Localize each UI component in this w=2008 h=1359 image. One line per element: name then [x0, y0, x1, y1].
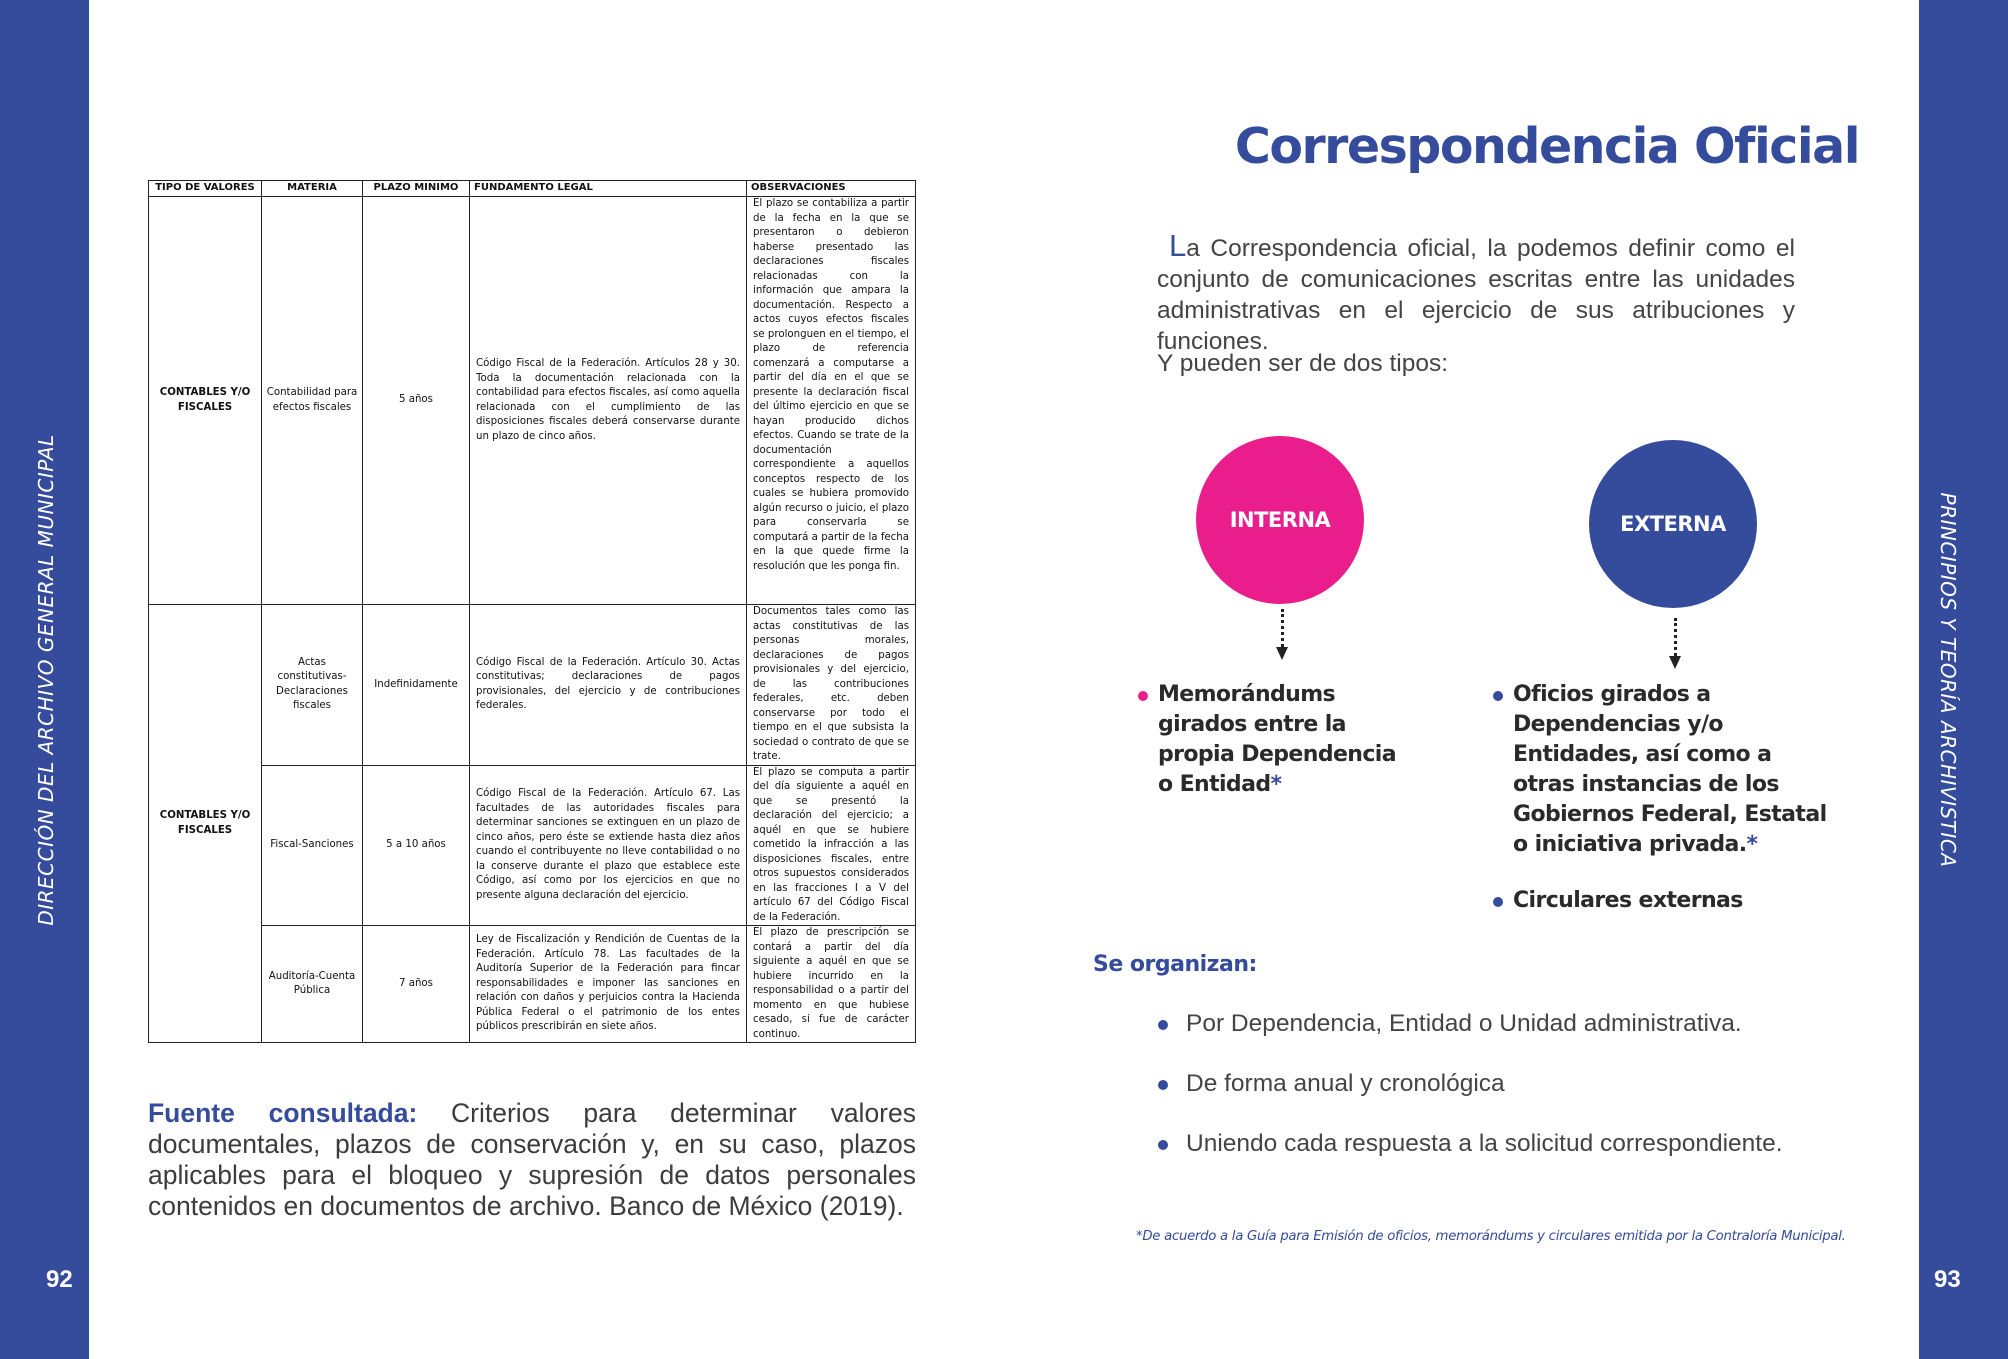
- list-item-text: Circulares externas: [1513, 888, 1743, 913]
- table-header-row: [149, 181, 916, 197]
- materia-cell: Contabilidad para efectos fiscales: [262, 197, 363, 605]
- right-side-label: PRINCIPIOS Y TEORÍA ARCHIVISTICA: [1936, 492, 1960, 868]
- bullet-icon: [1493, 691, 1503, 701]
- plazo-cell: 7 años: [363, 926, 470, 1043]
- footnote: *De acuerdo a la Guía para Emisión de oficios, memorándums y circulares emitida por la Contraloría Municipal.: [1136, 1229, 1846, 1244]
- table-row: [149, 197, 916, 605]
- fundamento-cell: Código Fiscal de la Federación. Artículos 28 y 30. Toda la documentación relacionada con la contabilidad para efectos fiscales, así como aquella relacionada con el cumplimiento de las disposiciones fiscales deberá conservarse durante un plazo de cinco años.: [470, 197, 747, 605]
- fundamento-cell: Código Fiscal de la Federación. Artículo 30. Actas constitutivas; declaraciones de pagos provisionales, del ejercicio y de contribuciones federales.: [470, 605, 747, 766]
- tipo-cell: CONTABLES Y/O FISCALES: [149, 605, 262, 1043]
- right-side-band: [1919, 0, 2008, 1359]
- organize-list: [1158, 1009, 1783, 1189]
- tipo-cell: CONTABLES Y/O FISCALES: [149, 197, 262, 605]
- footnote-mark: *: [1270, 772, 1282, 797]
- interna-list: [1138, 680, 1398, 800]
- plazo-cell: 5 a 10 años: [363, 765, 470, 926]
- observaciones-cell: Documentos tales como las actas constitutivas de las personas morales, declaraciones de pagos provisionales y del ejercicio, de las contribuciones federales, etc. deben conservarse por todo el tiempo en el que subsista la sociedad o contrato de que se trate.: [747, 605, 916, 766]
- observaciones-cell: El plazo se contabiliza a partir de la fecha en la que se presentaron o debieron haberse presentado las declaraciones fiscales relacionadas con la información que ampara la documentación. Respecto a actos cuyos efectos fiscales se prolonguen en el tiempo, el plazo de referencia comenzará a computarse a partir del día en el que se presente la declaración fiscal del último ejercicio en que se hayan producido dichos efectos. Cuando se trate de la documentación correspondiente a aquellos conceptos respecto de los cuales se hubiera promovido algún recurso o juicio, el plazo para conservarla se computará a partir de la fecha en la que quede firme la resolución que les ponga fin.: [747, 197, 916, 605]
- observaciones-cell: El plazo se computa a partir del día siguiente a aquél en que se presentó la declaración del ejercicio; a aquél en que se hubiere cometido la infracción a las disposiciones fiscales, entre otros supuestos considerados en las fracciones I a V del artículo 67 del Código Fiscal de la Federación.: [747, 765, 916, 926]
- table-header-cell: FUNDAMENTO LEGAL: [470, 181, 747, 197]
- externa-label: EXTERNA: [1620, 512, 1726, 536]
- values-table: [148, 180, 916, 1043]
- table-header-cell: PLAZO MINIMO: [363, 181, 470, 197]
- table-header-cell: OBSERVACIONES: [747, 181, 916, 197]
- externa-list: [1493, 680, 1833, 916]
- source-citation: [148, 1098, 916, 1222]
- table-row: [149, 605, 916, 766]
- interna-circle: [1196, 436, 1364, 604]
- list-item: [1158, 1129, 1783, 1159]
- materia-cell: Actas constitutivas-Declaraciones fiscales: [262, 605, 363, 766]
- intro-text: a Correspondencia oficial, la podemos definir como el conjunto de comunicaciones escritas entre las unidades administrativas en el ejercicio de sus atribuciones y funciones.: [1157, 235, 1795, 355]
- list-item-text: Uniendo cada respuesta a la solicitud correspondiente.: [1186, 1130, 1783, 1157]
- fundamento-cell: Código Fiscal de la Federación. Artículo 67. Las facultades de las autoridades fiscales para determinar sanciones se extinguen en un plazo de cinco años, pero éste se extiende hasta diez años cuando el contribuyente no lleve contabilidad o no la conserve durante el plazo que establece este Código, así como por los ejercicios en que no presente alguna declaración del ejercicio.: [470, 765, 747, 926]
- left-side-label: DIRECCIÓN DEL ARCHIVO GENERAL MUNICIPAL: [34, 434, 58, 926]
- list-item: [1493, 680, 1833, 860]
- materia-cell: Fiscal-Sanciones: [262, 765, 363, 926]
- organize-title: Se organizan:: [1093, 952, 1257, 977]
- observaciones-cell: El plazo de prescripción se contará a partir del día siguiente a aquél en que se hubiere incurrido en la responsabilidad o a partir del momento en que hubiese cesado, si fue de carácter continuo.: [747, 926, 916, 1043]
- externa-circle: [1589, 440, 1757, 608]
- left-page-number: 92: [46, 1266, 73, 1293]
- materia-cell: Auditoría-Cuenta Pública: [262, 926, 363, 1043]
- intro-paragraph: [1157, 230, 1795, 357]
- table-header-cell: MATERIA: [262, 181, 363, 197]
- source-text: Criterios para determinar valores documentales, plazos de conservación y, en su caso, plazos aplicables para el bloqueo y supresión de datos personales contenidos en documentos de archivo. Banco de México (2019).: [148, 1098, 916, 1221]
- table-row: [149, 926, 916, 1043]
- bullet-icon: [1493, 897, 1503, 907]
- footnote-mark: *: [1746, 832, 1758, 857]
- table-header-cell: TIPO DE VALORES: [149, 181, 262, 197]
- interna-label: INTERNA: [1229, 508, 1331, 532]
- bullet-icon: [1158, 1140, 1168, 1150]
- bullet-icon: [1158, 1080, 1168, 1090]
- bullet-icon: [1158, 1020, 1168, 1030]
- list-item: [1493, 886, 1833, 916]
- bullet-icon: [1138, 691, 1148, 701]
- plazo-cell: 5 años: [363, 197, 470, 605]
- list-item: [1138, 680, 1398, 800]
- types-intro: Y pueden ser de dos tipos:: [1157, 350, 1449, 377]
- fundamento-cell: Ley de Fiscalización y Rendición de Cuentas de la Federación. Artículo 78. Las facultades de la Auditoría Superior de la Federación para fincar responsabilidades e imponer las sanciones en relación con daños y perjuicios contra la Hacienda Pública Federal o el patrimonio de los entes públicos prescribirán en siete años.: [470, 926, 747, 1043]
- source-label: Fuente consultada:: [148, 1098, 418, 1128]
- page-title: Correspondencia Oficial: [1234, 118, 1859, 175]
- list-item-text: Memorándums girados entre la propia Dependencia o Entidad: [1158, 682, 1396, 797]
- list-item: [1158, 1069, 1783, 1099]
- list-item-text: De forma anual y cronológica: [1186, 1070, 1505, 1097]
- values-table-container: [148, 180, 915, 1040]
- table-row: [149, 765, 916, 926]
- list-item-text: Oficios girados a Dependencias y/o Entidades, así como a otras instancias de los Gobiernos Federal, Estatal o iniciativa privada.: [1513, 682, 1827, 857]
- right-page-number: 93: [1934, 1266, 1961, 1293]
- list-item-text: Por Dependencia, Entidad o Unidad administrativa.: [1186, 1010, 1742, 1037]
- list-item: [1158, 1009, 1783, 1039]
- intro-drop-cap: L: [1169, 228, 1187, 263]
- plazo-cell: Indefinidamente: [363, 605, 470, 766]
